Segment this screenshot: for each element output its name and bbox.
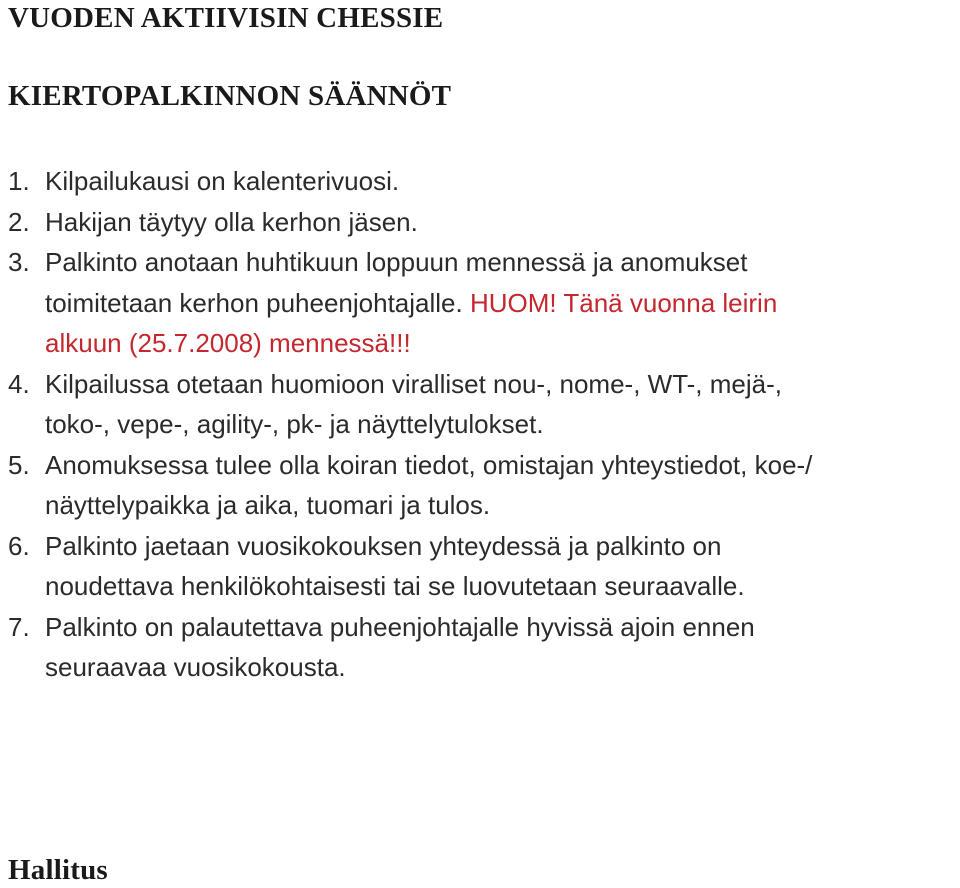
rule-item-2 — [0, 202, 960, 243]
rule-text: Anomuksessa tulee olla koiran tiedot, omistajan yhteystiedot, koe-/ — [45, 449, 813, 480]
rules-heading: KIERTOPALKINNON SÄÄNNÖT — [8, 80, 452, 112]
rule-item-5 — [0, 445, 960, 526]
rule-item-4 — [0, 364, 960, 445]
rule-text: Palkinto on palautettava puheenjohtajalle hyvissä ajoin ennen — [45, 611, 755, 642]
rule-text: toko-, vepe-, agility-, pk- ja näyttelytulokset. — [45, 409, 544, 439]
rule-text: näyttelypaikka ja aika, tuomari ja tulos. — [45, 490, 491, 520]
rule-text: Palkinto anotaan huhtikuun loppuun mennessä ja anomukset — [45, 247, 748, 277]
rule-item-6 — [0, 526, 960, 607]
rule-number: 3. — [8, 247, 30, 277]
rule-item-3 — [0, 242, 960, 364]
signature: Hallitus — [8, 854, 108, 886]
page-title: VUODEN AKTIIVISIN CHESSIE — [8, 2, 444, 34]
rule-number: 4. — [8, 368, 30, 399]
rule-number: 2. — [8, 206, 30, 237]
rule-text: Kilpailussa otetaan huomioon viralliset nou-, nome-, WT-, mejä-, — [45, 368, 782, 399]
rule-note-highlight: alkuun (25.7.2008) mennessä!!! — [45, 328, 411, 358]
rule-text: noudettava henkilökohtaisesti tai se luovutetaan seuraavalle. — [45, 571, 745, 601]
rule-number: 7. — [8, 611, 30, 642]
rule-text: toimitetaan kerhon puheenjohtajalle. — [45, 287, 470, 318]
rule-item-1 — [0, 161, 960, 202]
rule-item-7 — [0, 607, 960, 688]
rule-number: 1. — [8, 166, 30, 196]
rule-note-highlight: HUOM! Tänä vuonna leirin — [469, 287, 778, 318]
rule-text: Palkinto jaetaan vuosikokouksen yhteydessä ja palkinto on — [45, 530, 722, 561]
rules-list — [0, 161, 960, 688]
rule-number: 6. — [8, 530, 30, 561]
rule-text: Kilpailukausi on kalenterivuosi. — [45, 166, 400, 196]
rule-number: 5. — [8, 449, 30, 480]
rule-text: seuraavaa vuosikokousta. — [45, 652, 346, 682]
rule-text: Hakijan täytyy olla kerhon jäsen. — [45, 206, 418, 237]
